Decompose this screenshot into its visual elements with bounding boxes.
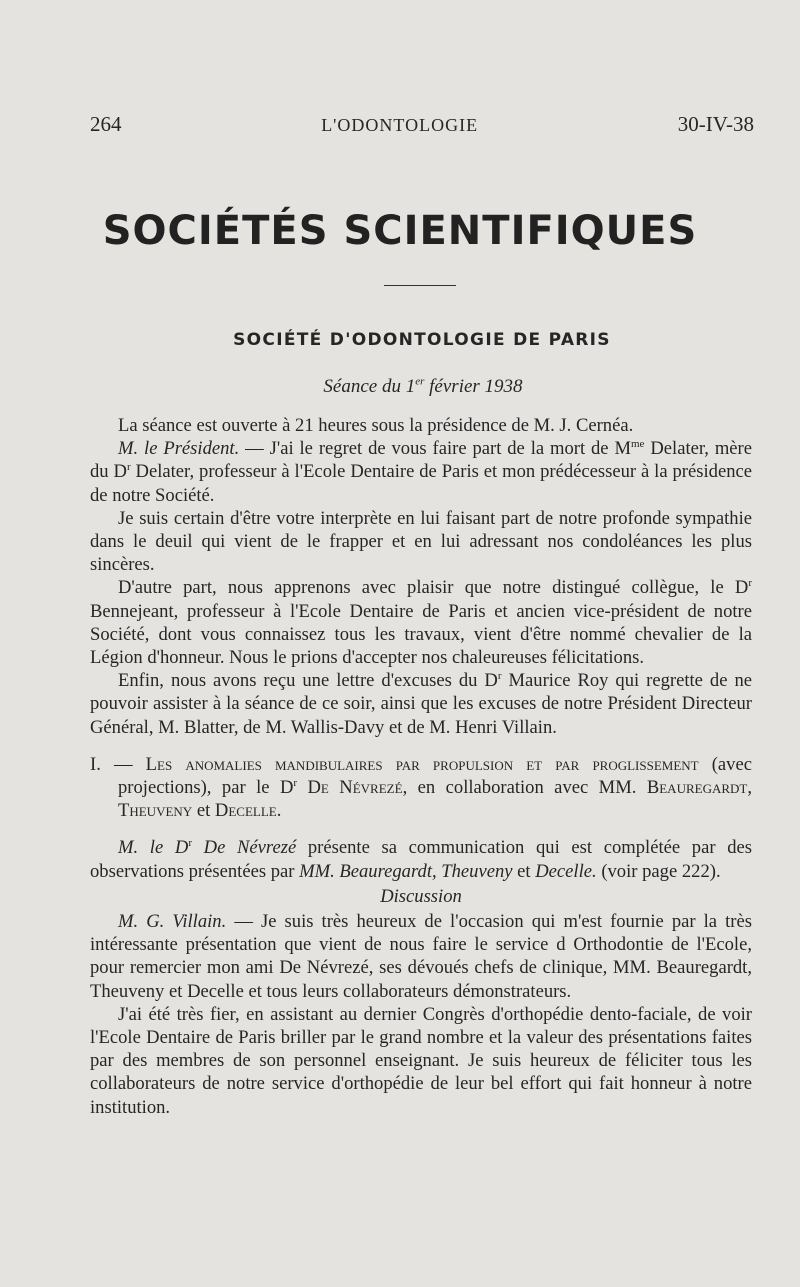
superscript: r [293,776,298,789]
text-fragment: — J'ai le regret de vous faire part de la mort de M [239,438,631,460]
presenters: MM. Beauregardt, Theuveny [299,860,513,882]
paragraph-president [90,437,752,507]
text-fragment: D'autre part, nous apprenons avec plaisir que notre distingué collègue, le D [118,577,749,599]
article-body [90,414,752,1119]
seance-date [0,376,800,398]
seance-sup: er [415,375,425,388]
title-divider [384,285,456,286]
paragraph-excuses [90,669,752,739]
seance-suffix: février 1938 [424,376,523,397]
item-author: De Névrezé [297,777,403,799]
superscript: me [631,438,645,451]
item-title: Les anomalies mandibulaires par propulsion et par proglissement [145,753,699,775]
journal-name: L'ODONTOLOGIE [321,115,479,135]
paragraph-bennejeant [90,576,752,669]
discussion-heading: Discussion [380,885,462,907]
society-title: SOCIÉTÉ D'ODONTOLOGIE DE PARIS [233,330,611,350]
superscript: r [126,461,131,474]
text-fragment: Maurice Roy qui regrette de ne pouvoir assister à la séance de ce soir, ainsi que les excuses de notre Président Directeur Général, M. Blatter, de M. Wallis-Davy et de M. Henri Villain. [90,670,752,738]
item-collaborator-last: Decelle [214,800,277,822]
section-title: SOCIÉTÉS SCIENTIFIQUES [102,208,698,254]
presenter-last: Decelle. [535,860,597,882]
text-fragment: Delater, professeur à l'Ecole Dentaire de Paris et mon prédécesseur à la présidence de notre Société. [90,461,752,506]
text-fragment: et [512,860,536,882]
superscript: r [748,577,752,590]
text-fragment: (avec projections), par le D [118,753,752,799]
seance-prefix: Séance du 1 [323,376,416,397]
page-number: 264 [90,112,122,136]
speaker-villain: M. G. Villain. [118,911,227,933]
superscript: r [188,837,192,850]
paragraph-opening: La séance est ouverte à 21 heures sous la présidence de M. J. Cernéa. [118,415,634,436]
issue-date: 30-IV-38 [677,112,754,136]
running-head [90,112,754,137]
speaker-president: M. le Président. [118,438,240,460]
paragraph-presentation [90,836,752,882]
text-fragment: (voir page 222). [596,860,721,882]
speaker-devreze-name: De Névrezé [192,837,297,859]
item-number: I. — [90,753,146,775]
text-fragment: Enfin, nous avons reçu une lettre d'excuses du D [118,670,498,692]
paragraph-villain [90,910,752,1003]
agenda-item-1 [90,753,752,823]
text-fragment: . [276,800,282,822]
text-fragment: Delater, mère du D [90,438,753,483]
text-fragment: et [192,800,215,822]
superscript: r [497,670,502,683]
item-collaborators: Beauregardt, Theuveny [118,777,752,822]
text-fragment: présente sa communication qui est complétée par des observations présentées par [90,837,752,882]
speaker-devreze: M. le D [118,837,189,859]
paragraph-congres: J'ai été très fier, en assistant au dernier Congrès d'orthopédie dento-faciale, de voir l'Ecole Dentaire de Paris briller par le grand nombre et la valeur des présentations faites par des membres de son personnel enseignant. Je suis heureux de féliciter tous les collaborateurs de notre service d'orthopédie de leur bel effort qui fait honneur à notre institution. [90,1003,752,1118]
paragraph-sympathy: Je suis certain d'être votre interprète en lui faisant part de notre profonde sympathie dans le deuil qui vient de le frapper et en lui adressant nos condoléances les plus sincères. [90,507,752,576]
text-fragment: , en collaboration avec MM. [402,777,647,799]
text-fragment: — Je suis très heureux de l'occasion qui m'est fournie par la très intéressante présentation que vient de nous faire le service d Orthodontie de l'Ecole, pour remercier mon ami De Névrezé, ses dévoués chefs de clinique, MM. Beauregardt, Theuveny et Decelle et tous leurs collaborateurs démonstrateurs. [90,911,752,1002]
text-fragment: Bennejeant, professeur à l'Ecole Dentaire de Paris et ancien vice-président de notre Société, dont vous connaissez tous les travaux, vient d'être nommé chevalier de la Légion d'honneur. Nous le prions d'accepter nos chaleureuses félicitations. [90,600,752,669]
